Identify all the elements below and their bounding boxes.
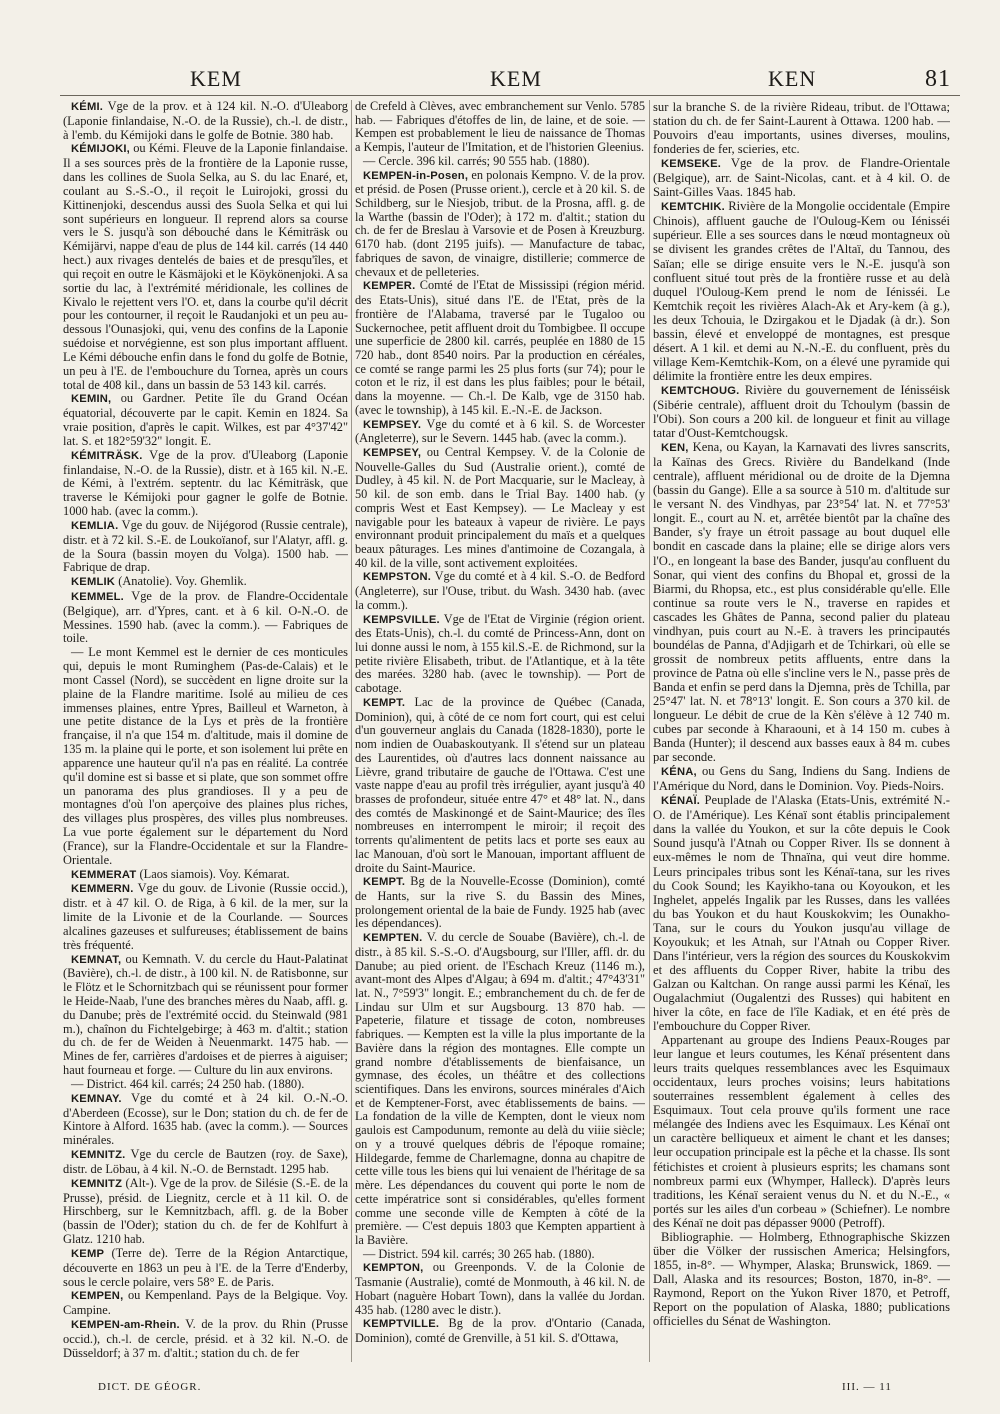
dictionary-entry	[63, 100, 348, 142]
dictionary-entry	[355, 1317, 645, 1345]
entry-text: Bg de la prov. d'Ontario (Canada, Dominion), comté de Grenville, à 51 kil. S. d'Ottawa,	[355, 1316, 645, 1345]
entry-text: — District. 464 kil. carrés; 24 250 hab. (1880).	[71, 1076, 305, 1091]
entry-text: ou Greenponds. V. de la Colonie de Tasmanie (Australie), comté de Monmouth, à 46 kil. N. de Hobart (naguère Hobart Town), dans la vallée du Jordan. 435 hab. (1280 avec le distr.).	[355, 1260, 645, 1317]
dictionary-entry	[653, 199, 950, 383]
dictionary-entry	[63, 590, 348, 646]
entry-text: en polonais Kempno. V. de la prov. et présid. de Posen (Prusse orient.), cercle et à 20 kil. S. de Schildberg, sur le Niesjob, tribut. de la Prosna, affl. g. de la Warthe (bassin de l'Oder); à 172 m. d'altit.; station du ch. de fer de Breslau à Varsovie et de Posen à Kreuzburg. 6170 hab. (dont 2195 juifs). — Manufacture de tabac, fabriques de savon, de vinaigre, distillerie; commerce de chevaux et de pelleteries.	[355, 167, 645, 279]
dictionary-entry	[355, 931, 645, 1248]
entry-headword: KEMPSTON.	[363, 571, 432, 584]
entry-headword: KEMTCHIK.	[661, 201, 725, 214]
entry-headword: KEMMEL.	[71, 590, 124, 603]
entry-text: Rivière du gouvernement de Iénisséisk (Sibérie centrale), affluent droit du Tchoulym (bassin de l'Obi). Son cours a 200 kil. de longueur et finit au village tatar d'Oust-Kemtchougsk.	[653, 382, 950, 441]
entry-text: Comté de l'Etat de Mississipi (région mérid. des Etats-Unis), situé dans l'E. de l'Etat, près de la frontière de l'Alabama, traversé par le Tugaloo ou Suckernochee, petit affluent droit du Tombigbee. Il occupe une superficie de 2800 kil. carrés, peuplée en 1880 de 15 720 hab., dont 8540 noirs. Par la production en céréales, ce comté se range parmi les 25 plus forts (sur 74); pour le coton et le riz, il est dans les plus faibles; pour le bétail, dans la moyenne. — Ch.-l. De Kalb, vge de 3150 hab. (avec le township), à 145 kil. E.-N.-E. de Jackson.	[355, 278, 645, 417]
entry-text: Appartenant au groupe des Indiens Peaux-Rouges par leur langue et leurs coutumes, les Kénaï présentent dans leurs traits quelques ressemblances avec les Esquimaux occidentaux, leurs proches voisins; leurs habitations souterraines ressemblent également à celles des Esquimaux. Tout cela prouve qu'ils forment une race mélangée des Indiens avec les Esquimaux. Les Kénaï ont un caractère belliqueux et aiment le chant et les danses; leur occupation principale est la pêche et la chasse. Ils sont fétichistes et croient à plusieurs esprits; les chamans sont nombreux parmi eux (Whymper, Halleck). D'après leurs traditions, les Kénaï seraient venus du N. et du N.-E., « portés sur les ailes d'un corbeau » (Schiefner). Le nombre des Kénaï ne doit pas dépasser 9000 (Petroff).	[653, 1033, 950, 1230]
entry-text: Bg de la Nouvelle-Ecosse (Dominion), comté de Hants, sur la rive S. du Bassin des Mines, prolongement oriental de la baie de Fundy. 1925 hab (avec les dépendances).	[355, 874, 645, 931]
entry-headword: KEMPEN-in-Posen,	[363, 169, 469, 182]
entry-text: (Anatolie). Voy. Ghemlik.	[115, 574, 247, 589]
header-left-word: KEM	[190, 66, 242, 91]
entry-text: ou Gens du Sang, Indiens du Sang. Indiens de l'Amérique du Nord, dans le Dominion. Voy. Pieds-Noirs.	[653, 764, 950, 794]
dictionary-entry	[653, 100, 950, 156]
text-column-2	[355, 100, 645, 1362]
dictionary-entry	[355, 1261, 645, 1317]
dictionary-entry	[63, 1289, 348, 1318]
entry-headword: KEMPT.	[363, 876, 406, 889]
entry-text: Vge du comté et à 24 kil. O.-N.-O. d'Aberdeen (Ecosse), sur le Don; station du ch. de fer de Kintore à Alford. 1635 hab. (avec la comm.). — Sources minérales.	[63, 1090, 348, 1148]
dictionary-entry	[63, 1177, 348, 1247]
entry-text: ou Kemnath. V. du cercle du Haut-Palatinat (Bavière), ch.-l. de distr., à 100 kil. N. de Ratisbonne, sur le Flötz et le Schornitzbach qui se réunissent pour former le Heide-Naab, l'une des branches mères du Naab, affl. g. du Danube; près de l'extrémité occid. du Steinwald (981 m.), chaînon du Fichtelgebirge; à 463 m. d'altit.; station du ch. de fer de Weiden à Neuenmarkt. 1475 hab. — Mines de fer, carrières d'ardoises et de pierres à aiguiser; haut fourneau et forge. — Culture du lin aux environs.	[63, 951, 348, 1078]
footer-volume: III. — 11	[842, 1381, 892, 1393]
entry-text: Vge de la prov. et à 124 kil. N.-O. d'Uleaborg (Laponie finlandaise, N.-O. de la Russie), ch.-l. de distr., à l'emb. du Kémijoki dans le golfe de Botnie. 380 hab.	[63, 100, 348, 142]
dictionary-entry	[63, 646, 348, 867]
entry-headword: KEMIN,	[71, 393, 112, 406]
entry-text: de Crefeld à Clèves, avec embranchement sur Venlo. 5785 hab. — Fabriques d'étoffes de lin, de laine, et de soie. — Kempen est probablement le lieu de naissance de Thomas a Kempis, l'auteur de l'Imitation, et de l'historien Gleenius.	[355, 100, 645, 155]
header-center-word: KEM	[490, 66, 542, 91]
dictionary-entry	[355, 155, 645, 169]
entry-headword: KÉMITRÄSK.	[71, 449, 143, 462]
entry-headword: KÉMIJOKI,	[71, 143, 130, 156]
entry-headword: KEMLIK	[71, 576, 116, 589]
entry-text: Vge de la prov. de Flandre-Orientale (Belgique), arr. de Saint-Nicolas, cant. et à 4 kil. O. de Saint-Gilles Vaas. 1845 hab.	[653, 156, 950, 200]
dictionary-entry	[355, 100, 645, 155]
entry-headword: KÉMI.	[71, 101, 104, 113]
entry-headword: KEMNAY.	[71, 1092, 122, 1105]
entry-headword: KEMNITZ.	[71, 1149, 126, 1162]
dictionary-entry	[355, 169, 645, 280]
entry-text: (Alt-). Vge de la prov. de Silésie (S.-E. de la Prusse), présid. de Liegnitz, cercle et à 11 kil. O. de Hirschberg, sur le Kemnitzbach, affl. g. de la Bober (bassin de l'Oder); station du ch. de fer de Kohlfurt à Glatz. 1210 hab.	[63, 1175, 348, 1247]
entry-text: Bibliographie. — Holmberg, Ethnographische Skizzen über die Völker der russischen America; Helsingfors, 1855, in-8°. — Whymper, Alaska; Brunswick, 1869. — Dall, Alaska and its resources; Boston, 1870, in-8°. — Raymond, Report on the Yukon River 1870, et Petroff, Report on the population of Alaska, 1880; publications officielles du Sénat de Washington.	[653, 1229, 950, 1329]
entry-text: Kena, ou Kayan, la Karnavati des livres sanscrits, la Kaïnas des Grecs. Rivière du Bandelkand (Inde centrale), affluent méridional ou de droite de la Djemna (bassin du Gange). Elle a sa source à 510 m. d'altitude sur le versant N. des Vindhyas, par 23°54' lat. N. et 77°53' longit. E., court au N. et, arrêtée bientôt par la chaîne des Bander, s'y fraye un étroit passage au bout duquel elle bondit en cascade dans la plaine; elle se dirige alors vers l'O., en longeant la base des Bander, jusqu'au confluent du Sonar, qui vient des confins du Bhopal et, grossi de la Biarmi, du Rhopsa, etc., est plus considérable qu'elle. Elle continue sa route vers le N., traverse en rapides et cascades les Ghâtes de Panna, second palier du plateau vindhyan, puis court au N.-E. à travers les principautés boundélas de Panna, d'Adjigarh et de Tchirkari, où elle se grossit de nombreux petits affluents, entre dans la province de Patna où elle s'incline vers le N., passe près de Banda et enfin se perd dans la Djemna, près de Tchilla, par 25°47' lat. N. et 78°13' longit. E. Son cours a 370 kil. de longueur. Le débit de crue de la Kèn s'élève à 12 740 m. cubes par seconde à Kharaouni, et à 14 150 m. cubes à Banda (Hunter); il descend aux basses eaux à 84 m. cubes par seconde.	[653, 440, 950, 765]
entry-headword: KEMSEKE.	[661, 158, 722, 171]
dictionary-entry	[63, 519, 348, 575]
column-divider	[351, 100, 352, 1362]
footer-signature: DICT. DE GÉOGR.	[98, 1381, 202, 1393]
dictionary-entry	[63, 392, 348, 448]
dictionary-entry	[355, 279, 645, 417]
dictionary-entry	[653, 1230, 950, 1328]
dictionary-entry	[355, 418, 645, 446]
text-column-1	[63, 100, 348, 1362]
entry-text: ou Kempenland. Pays de la Belgique. Voy. Campine.	[63, 1288, 348, 1318]
dictionary-entry	[355, 696, 645, 875]
entry-headword: KEMMERN.	[71, 883, 134, 896]
column-divider	[649, 100, 650, 1362]
dictionary-entry	[653, 440, 950, 764]
entry-headword: KEMP	[71, 1247, 105, 1260]
entry-headword: KÉNA,	[661, 766, 697, 779]
entry-text: V. de la prov. du Rhin (Prusse occid.), ch.-l. de cercle, présid. et à 32 kil. N.-O. de Düsseldorf; à 37 m. d'altit.; station du ch. de fer	[63, 1317, 348, 1360]
entry-headword: KEMPTVILLE.	[363, 1318, 440, 1331]
dictionary-entry	[63, 449, 348, 519]
dictionary-entry	[63, 142, 348, 392]
entry-headword: KEMPER.	[363, 280, 416, 293]
entry-text: Vge de l'Etat de Virginie (région orient. des Etats-Unis), ch.-l. du comté de Princess-Ann, dont on lui donne aussi le nom, à 155 kil.S.-E. de Richmond, sur la petite rivière Elisabeth, tribut. de l'Atlantique, et à la tête des marées. 3280 hab. (avec le township). — Port de cabotage.	[355, 611, 645, 696]
entry-text: Vge du comté et à 6 kil. S. de Worcester (Angleterre), sur le Severn. 1445 hab. (avec la comm.).	[355, 416, 645, 446]
dictionary-entry	[63, 1078, 348, 1092]
entry-headword: KEMTCHOUG.	[661, 384, 740, 397]
entry-text: Vge du gouv. de Livonie (Russie occid.), distr. et à 47 kil. O. de Riga, à 6 kil. de la mer, sur la limite de la Livonie et de la Courlande. — Sources alcalines gazeuses et sulfureuses; établissement de bains très fréquenté.	[63, 881, 348, 952]
entry-text: Lac de la province de Québec (Canada, Dominion), qui, à côté de ce nom fort court, qui est celui d'un gouverneur anglais du Canada (1828-1830), porte le nom indien de Ouabaskoutyank. Il s'étend sur un plateau des Laurentides, où d'autres lacs donnent naissance au Lièvre, grand tributaire de gauche de l'Ottawa. C'est une vaste nappe d'eau au profil très irrégulier, ayant jusqu'à 40 brasses de profondeur, située entre 47° et 48° lat. N., dans des comtés de Maskinongé et de Saint-Maurice; des îles nombreuses en interrompent le miroir; il reçoit des torrents qu'alimentent de petits lacs et porte ses eaux au lac Manouan, d'où sort le Manouan, important affluent de droite du Saint-Maurice.	[355, 694, 645, 875]
dictionary-entry	[355, 446, 645, 570]
entry-text: Vge du comté et à 4 kil. S.-O. de Bedford (Angleterre), sur l'Ouse, tribut. du Wash. 3430 hab. (avec la comm.).	[355, 569, 645, 612]
dictionary-entry	[653, 156, 950, 199]
entry-text: sur la branche S. de la rivière Rideau, tribut. de l'Ottawa; station du ch. de fer Saint-Laurent à Ottawa. 1200 hab. — Pouvoirs d'eau importants, usines diverses, moulins, fonderies de fer, scieries, etc.	[653, 100, 950, 157]
dictionary-entry	[63, 1318, 348, 1360]
dictionary-entry	[63, 953, 348, 1078]
entry-headword: KEMPSVILLE.	[363, 613, 440, 626]
text-column-3	[653, 100, 950, 1362]
entry-text: ou Kémi. Fleuve de la Laponie finlandaise. Il a ses sources près de la frontière de la Laponie russe, dans les collines de Suola Selka, au S. du lac Enaré, et, coulant au S.-S.-O., il reçoit le Luirojoki, grossi du Kittinenjoki, descendus aussi des Suola Selka et qui lui sont supérieurs en longueur. Il reprend alors sa course vers le S. jusqu'à son débouché dans le Kémiträsk ou Kémijärvi, nappe d'eau de plus de 144 kil. carrés (14 440 hect.) aux rivages dentelés de baies et de presqu'îles, et qui reçoit en outre le Käsmäjoki et le Köykönenjoki. A sa sortie du lac, à l'extrémité méridionale, les collines de Kivalo le rejettent vers l'O. et, dans la courbe qu'il décrit pour les contourner, il reçoit le Raudanjoki et un peu au-dessous l'Ounasjoki, qui, venu des confins de la Laponie suédoise et norvégienne, est son plus important affluent. Le Kémi débouche enfin dans le fond du golfe de Botnie, un peu à l'E. de l'embouchure du Tornea, après un cours total de 408 kil., dans un bassin de 53 143 kil. carrés.	[63, 141, 348, 392]
dictionary-entry	[63, 575, 348, 590]
entry-text: — Cercle. 396 kil. carrés; 90 555 hab. (1880).	[363, 153, 590, 168]
entry-text: Vge du gouv. de Nijégorod (Russie centrale), distr. et à 72 kil. S.-E. de Loukoïanof, sur l'Alatyr, affl. g. de la Soura (bassin moyen du Volga). 1500 hab. — Fabrique de drap.	[63, 517, 348, 575]
entry-text: V. du cercle de Souabe (Bavière), ch.-l. de distr., à 85 kil. S.-S.-O. d'Augsbourg, sur l'Iller, affl. dr. du Danube; au pied orient. de l'Eschach Kreuz (1146 m.), avant-mont des Alpes d'Algau; à 694 m. d'altit.; 47°43'31" lat. N., 7°59'3" longit. E.; embranchement du ch. de fer de Lindau sur Ulm et sur Augsbourg. 13 870 hab. — Papeterie, filature et tissage de coton, nombreuses fabriques. — Kempten est la ville la plus importante de la Bavière dans la région des montagnes. Elle compte un grand nombre d'établissements de bienfaisance, un gymnase, des écoles, un théâtre et des collections scientifiques. Dans les environs, sources minérales d'Aich et de Kemptener-Forst, avec établissements de bains. — La fondation de la ville de Kempten, dont le vieux nom gaulois est Campodunum, remonte au delà du viiie siècle; on y a trouvé quelques débris de l'époque romaine; Hildegarde, femme de Charlemagne, donna au chapitre de cette ville tous les biens qui lui venaient de l'héritage de sa mère. Les dépendances du couvent qui porte le nom de cette impératrice sont si considérables, qu'elles forment comme une seconde ville de Kempten à côté de la première. — C'est depuis 1803 que Kempten appartient à la Bavière.	[355, 930, 645, 1247]
dictionary-entry	[355, 1248, 645, 1262]
entry-headword: KEMPTON,	[363, 1262, 424, 1275]
dictionary-entry	[355, 613, 645, 696]
entry-text: — District. 594 kil. carrés; 30 265 hab. (1880).	[363, 1246, 595, 1261]
entry-headword: KÉNAÏ.	[661, 795, 701, 808]
dictionary-entry	[653, 764, 950, 793]
entry-headword: KEN,	[661, 442, 689, 455]
header-rule	[60, 95, 960, 96]
header-right-word: KEN	[768, 66, 817, 91]
page-footer	[0, 1381, 1000, 1401]
dictionary-entry	[653, 383, 950, 440]
entry-headword: KEMPT.	[363, 696, 406, 709]
entry-headword: KEMPSEY,	[363, 446, 422, 459]
entry-text: Vge de la prov. d'Uleaborg (Laponie finlandaise, N.-O. de la Russie), distr. et à 165 kil. N.-E. de Kémi, à l'extrém. septentr. du lac Kémiträsk, que traverse le Kémijoki pour gagner le golfe de Botnie. 1000 hab. (avec la comm.).	[63, 447, 348, 519]
dictionary-entry	[63, 1148, 348, 1177]
entry-text: Peuplade de l'Alaska (Etats-Unis, extrémité N.-O. de l'Amérique). Les Kénaï sont établis principalement dans la vallée du Youkon, et sur la côte depuis le Cook Sound jusqu'à l'Atnah ou Copper River. Ils se donnent à eux-mêmes le nom de Thnaïna, qui veut dire homme. Leurs principales tribus sont les Kénaï-tana, sur les rives du Cook Sound; les Kayikho-tana ou Koyoukon, et les Inghelet, appelés Ingalik par les Russes, dans les vallées du bas Youkon et du haut Kouskokvim; les Ounakho-Tana, sur le cours du Youkon jusqu'au village de Koyoukuk; et les Atnah, sur l'Atnah ou Copper River. Dans l'intérieur, vers la région des sources du Kouskokvim et des affluents du Copper River, habite la tribu des Galzan ou Kaltchan. On range aussi parmi les Kénaï, les Ougalachmiut (Ougalentzi des Russes) qui habitent en hiver la côte, en face de l'île Kadiak, et en été près de l'embouchure du Copper River.	[653, 793, 950, 1034]
page-number: 81	[925, 66, 951, 92]
entry-text: (Terre de). Terre de la Région Antarctique, découverte en 1863 un peu à l'E. de la Terre d'Enderby, sous le cercle polaire, vers 58° E. de Paris.	[63, 1245, 348, 1289]
dictionary-entry	[355, 875, 645, 931]
dictionary-entry	[63, 1247, 348, 1289]
dictionary-entry	[63, 868, 348, 883]
entry-text: ou Gardner. Petite île du Grand Océan équatorial, découverte par le capit. Kemin en 1824. Sa vraie position, d'après le capit. Wilkes, est par 4°37'42" lat. S. et 182°59'32" longit. E.	[63, 391, 348, 448]
entry-text: (Laos siamois). Voy. Kémarat.	[136, 866, 290, 881]
entry-headword: KEMPEN-am-Rhein.	[71, 1319, 180, 1332]
dictionary-entry	[63, 1092, 348, 1148]
entry-text: Rivière de la Mongolie occidentale (Empire Chinois), affluent gauche de l'Ouloug-Kem ou Iénisséi supérieur. Elle a ses sources dans le nœud montagneux où se divisent les grandes crêtes de l'Altaï, du Tannou, des Saïan; elle se dirige ensuite vers le N.-E. jusqu'à son confluent situé tout près de la frontière russe et au delà duquel l'Ouloug-Kem prend le nom de Iénisséi. Le Kemtchik reçoit les rivières Alach-Ak et Ary-kem (à g.), les deux Tchouia, le Dzirgakou et le Djadak (à dr.). Son bassin, élevé et enveloppé de montagnes, est presque désert. A 1 kil. et demi au N.-N.-E. du confluent, près du village Kem-Kemtchik-Kom, on a élevé une pyramide qui délimite la frontière entre les deux empires.	[653, 199, 950, 383]
entry-text: — Le mont Kemmel est le dernier de ces monticules qui, depuis le mont Ruminghem (Pas-de-Calais) et le mont Cassel (Nord), se succèdent en ligne droite sur la plaine de la Flandre maritime. Isolé au milieu de ces immenses plaines, entre Ypres, Bailleul et Warneton, à une petite distance de la Lys et près de la frontière française, il n'a que 154 m. d'altitude, mais il domine de 135 m. la plaine qui le porte, et son isolement lui prête en apparence une hauteur qu'il n'a pas en réalité. La contrée qu'il domine est si basse et si plate, que son sommet offre un panorama des plus grandioses. Il y a peu de montagnes d'où l'on aperçoive des plaines plus riches, des villages plus prospères, des villes plus nombreuses. La vue porte également sur le département du Nord (France), sur la Flandre-Occidentale et sur la Flandre-Orientale.	[63, 645, 348, 867]
entry-headword: KEMNITZ	[71, 1177, 123, 1190]
entry-text: ou Central Kempsey. V. de la Colonie de Nouvelle-Galles du Sud (Australie orient.), comté de Dudley, à 45 kil. N. de Port Macquarie, sur le Macleay, à 50 kil. de son emb. dans le Trial Bay. 1400 hab. (y compris West et East Kempsey). — Le Macleay y est navigable pour les bateaux à vapeur de rivière. Le pays environnant produit principalement du maïs et a quelques beaux pâturages. Les mines d'antimoine de Cozangala, à 40 kil. de la ville, sont activement exploitées.	[355, 444, 645, 570]
entry-text: Vge du cercle de Bautzen (roy. de Saxe), distr. de Löbau, à 4 kil. N.-O. de Bernstadt. 1295 hab.	[63, 1147, 348, 1176]
entry-headword: KEMLIA.	[71, 519, 119, 532]
entry-headword: KEMPSEY.	[363, 418, 422, 431]
entry-headword: KEMNAT,	[71, 953, 122, 966]
entry-headword: KEMPTEN.	[363, 932, 423, 945]
dictionary-entry	[355, 570, 645, 612]
dictionary-entry	[63, 882, 348, 952]
entry-headword: KEMMERAT	[71, 868, 137, 881]
entry-text: Vge de la prov. de Flandre-Occidentale (Belgique), arr. d'Ypres, cant. et à 6 kil. O-N.-O. de Messines. 1590 hab. (avec la comm.). — Fabriques de toile.	[63, 588, 348, 646]
dictionary-entry	[653, 1033, 950, 1230]
dictionary-entry	[653, 793, 950, 1033]
entry-headword: KEMPEN,	[71, 1290, 124, 1303]
